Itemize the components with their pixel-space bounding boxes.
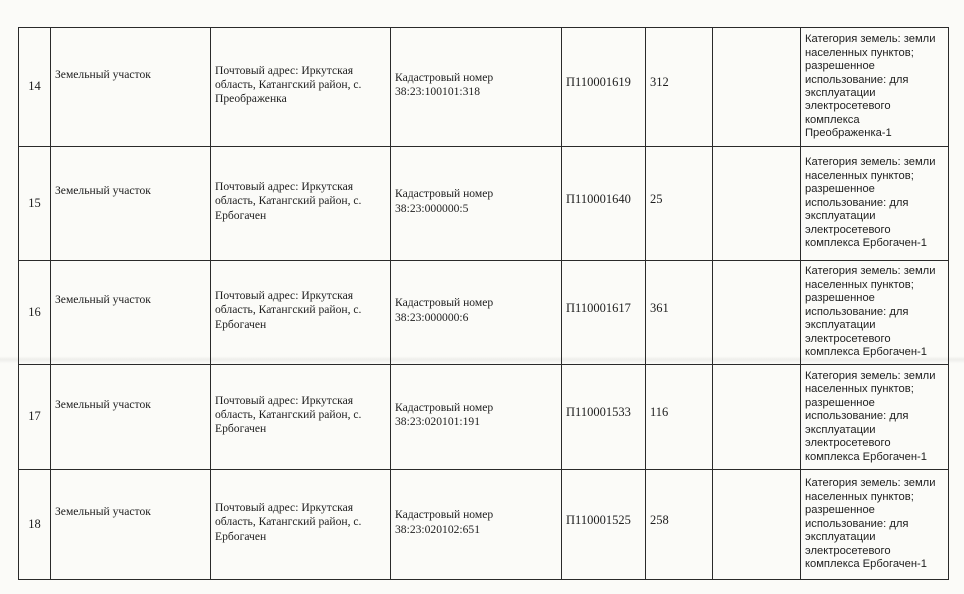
area-value: 361 — [650, 300, 669, 315]
area-value: 116 — [650, 405, 669, 420]
table-row — [19, 470, 949, 580]
area-cell — [646, 28, 713, 147]
row-number: 16 — [19, 261, 51, 365]
area-value: 312 — [650, 75, 669, 90]
cadastral-number: Кадастровый номер 38:23:020101:191 — [395, 400, 494, 428]
postal-address: Почтовый адрес: Иркутская область, Катангский район, с. Ербогачен — [215, 180, 362, 222]
address-cell — [211, 147, 391, 261]
table-row — [19, 147, 949, 261]
area-cell — [646, 365, 713, 470]
cadastral-number: Кадастровый номер 38:23:100101:318 — [395, 70, 494, 98]
object-name: Земельный участок — [55, 293, 151, 307]
object-name-cell — [51, 28, 211, 147]
area-value: 258 — [650, 512, 669, 527]
area-cell — [646, 470, 713, 580]
land-category-note: Категория земель: земли населенных пунктов; разрешенное использование: для эксплуатации электросетевого комплекса Ербогачен-1 — [801, 261, 949, 365]
postal-address: Почтовый адрес: Иркутская область, Катангский район, с. Ербогачен — [215, 501, 362, 543]
address-cell — [211, 28, 391, 147]
empty-cell — [713, 147, 801, 261]
area-value: 25 — [650, 191, 663, 206]
inventory-number: П110001533 — [566, 405, 631, 420]
area-cell — [646, 261, 713, 365]
object-name-cell — [51, 365, 211, 470]
address-cell — [211, 365, 391, 470]
inventory-cell — [562, 365, 646, 470]
row-number: 14 — [19, 28, 51, 147]
object-name: Земельный участок — [55, 397, 151, 411]
inventory-number: П110001617 — [566, 300, 631, 315]
table-row — [19, 28, 949, 147]
address-cell — [211, 470, 391, 580]
cadastral-cell — [391, 28, 562, 147]
object-name-cell — [51, 261, 211, 365]
inventory-number: П110001640 — [566, 191, 631, 206]
postal-address: Почтовый адрес: Иркутская область, Катангский район, с. Преображенка — [215, 63, 362, 106]
empty-cell — [713, 261, 801, 365]
cadastral-cell — [391, 147, 562, 261]
land-category-note: Категория земель: земли населенных пунктов; разрешенное использование: для эксплуатации электросетевого комплекса Ербогачен-1 — [801, 470, 949, 580]
object-name: Земельный участок — [55, 67, 151, 81]
postal-address: Почтовый адрес: Иркутская область, Катангский район, с. Ербогачен — [215, 289, 362, 331]
cadastral-cell — [391, 261, 562, 365]
inventory-cell — [562, 470, 646, 580]
object-name-cell — [51, 470, 211, 580]
cadastral-cell — [391, 365, 562, 470]
property-table — [18, 27, 949, 580]
address-cell — [211, 261, 391, 365]
row-number: 15 — [19, 147, 51, 261]
cadastral-cell — [391, 470, 562, 580]
inventory-cell — [562, 147, 646, 261]
object-name: Земельный участок — [55, 505, 151, 519]
postal-address: Почтовый адрес: Иркутская область, Катангский район, с. Ербогачен — [215, 393, 362, 436]
inventory-number: П110001525 — [566, 512, 631, 527]
area-cell — [646, 147, 713, 261]
land-category-note: Категория земель: земли населенных пунктов; разрешенное использование: для эксплуатации электросетевого комплекса Преображенка-1 — [801, 28, 949, 147]
row-number: 18 — [19, 470, 51, 580]
row-number: 17 — [19, 365, 51, 470]
land-category-note: Категория земель: земли населенных пунктов; разрешенное использование: для эксплуатации электросетевого комплекса Ербогачен-1 — [801, 147, 949, 261]
table-row — [19, 365, 949, 470]
empty-cell — [713, 365, 801, 470]
table-row — [19, 261, 949, 365]
object-name-cell — [51, 147, 211, 261]
empty-cell — [713, 470, 801, 580]
object-name: Земельный участок — [55, 184, 151, 198]
inventory-number: П110001619 — [566, 75, 631, 90]
cadastral-number: Кадастровый номер 38:23:000000:5 — [395, 187, 494, 215]
cadastral-number: Кадастровый номер 38:23:020102:651 — [395, 508, 494, 536]
empty-cell — [713, 28, 801, 147]
land-category-note: Категория земель: земли населенных пунктов; разрешенное использование: для эксплуатации электросетевого комплекса Ербогачен-1 — [801, 365, 949, 470]
inventory-cell — [562, 261, 646, 365]
inventory-cell — [562, 28, 646, 147]
cadastral-number: Кадастровый номер 38:23:000000:6 — [395, 296, 494, 324]
